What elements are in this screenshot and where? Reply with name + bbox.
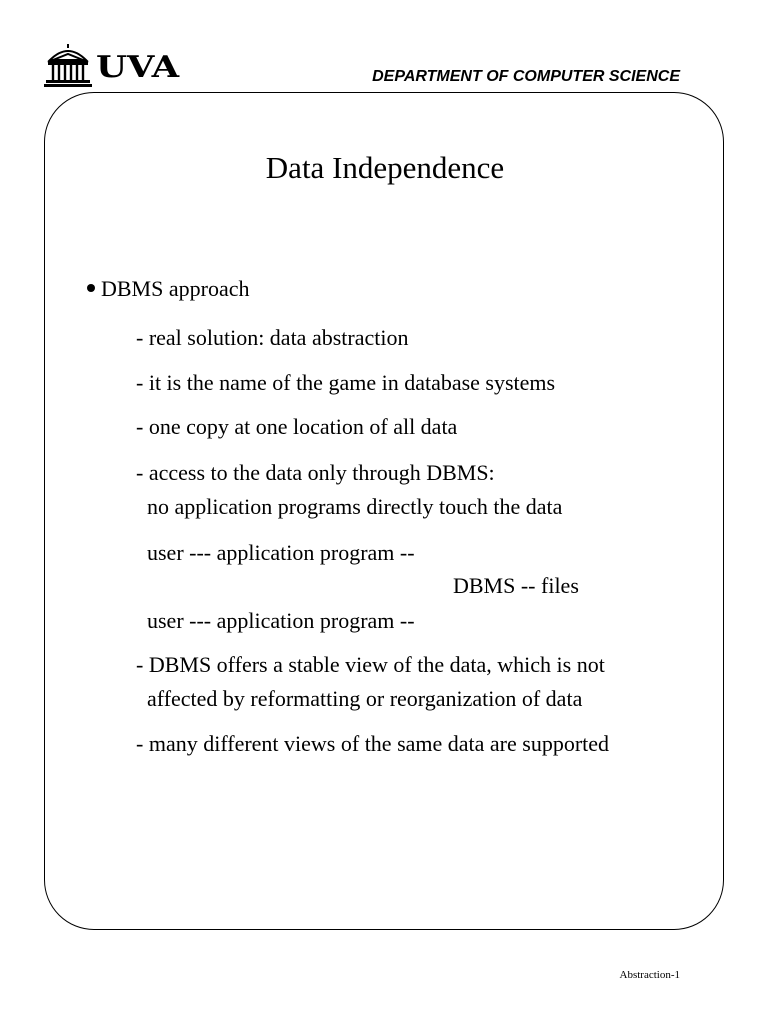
list-item: - real solution: data abstraction: [136, 325, 409, 350]
list-item: - many different views of the same data are supported: [136, 731, 610, 756]
list-item: - one copy at one location of all data: [136, 414, 458, 439]
list-item: - access to the data only through DBMS:: [136, 460, 495, 485]
uva-logo-text: UVA: [96, 50, 180, 85]
department-name: DEPARTMENT OF COMPUTER SCIENCE: [372, 68, 680, 85]
page-label: Abstraction-1: [619, 969, 680, 981]
list-item-continuation: affected by reformatting or reorganization of data: [147, 686, 583, 711]
diagram-line: user --- application program --: [147, 608, 415, 633]
list-item: - DBMS offers a stable view of the data, which is not: [136, 652, 605, 677]
diagram-line: user --- application program --: [147, 540, 415, 565]
bullet-dot-icon: [87, 284, 95, 292]
list-item-continuation: no application programs directly touch the data: [147, 494, 563, 519]
list-item: - it is the name of the game in database systems: [136, 370, 556, 395]
slide-title: Data Independence: [265, 150, 505, 185]
rotunda-logo-icon: [44, 40, 92, 88]
diagram-line: DBMS -- files: [453, 573, 579, 598]
bullet-heading: DBMS approach: [101, 276, 250, 301]
